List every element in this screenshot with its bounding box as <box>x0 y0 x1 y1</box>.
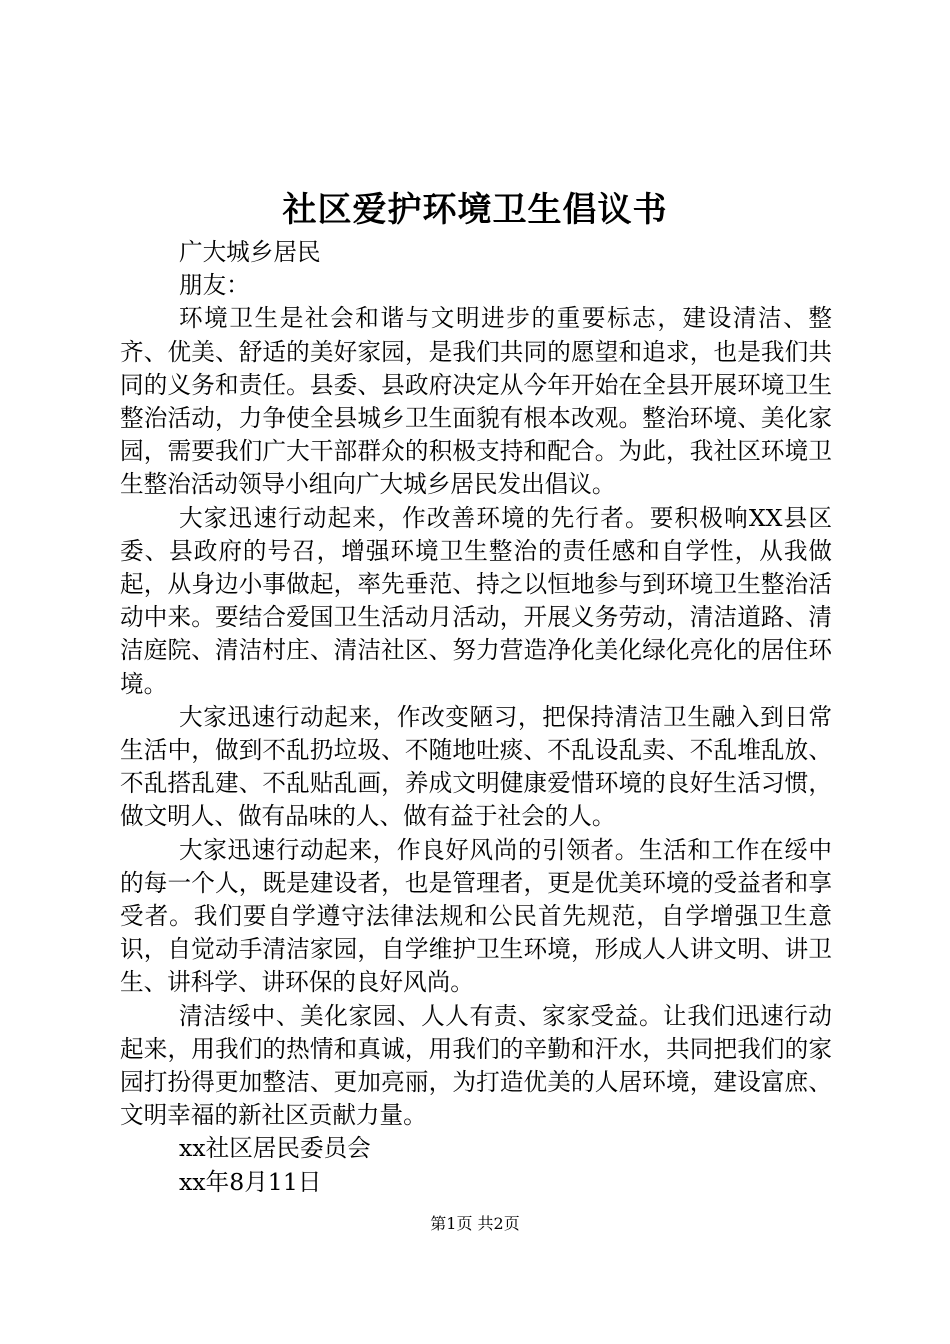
salutation-line-2: 朋友： <box>179 271 250 300</box>
paragraph-action-3: 大家迅速行动起来，作良好风尚的引领者。生活和工作在绥中的每一个人，既是建设者，也是管理者，更是优美环境的受益者和享受者。我们要自学遵守法律法规和公民首先规范，自学增强卫生意识，自觉动手清洁家园，自学维护卫生环境，形成人人讲文明、讲卫生、讲科学、讲环保的良好风尚。 <box>120 835 832 997</box>
paragraph-action-1: 大家迅速行动起来，作改善环境的先行者。要积极响XX县区委、县政府的号召，增强环境卫生整治的责任感和自学性，从我做起，从身边小事做起，率先垂范、持之以恒地参与到环境卫生整治活动中来。要结合爱国卫生活动月活动，开展义务劳动，清洁道路、清洁庭院、清洁村庄、清洁社区、努力营造净化美化绿化亮化的居住环境。 <box>120 503 832 698</box>
paragraph-closing: 清洁绥中、美化家园、人人有责、家家受益。让我们迅速行动起来，用我们的热情和真诚，用我们的辛勤和汗水，共同把我们的家园打扮得更加整洁、更加亮丽，为打造优美的人居环境，建设富庶、文明幸福的新社区贡献力量。 <box>120 1001 832 1130</box>
document-title: 社区爱护环境卫生倡议书 <box>282 190 668 230</box>
document-date: xx年8月11日 <box>179 1167 322 1196</box>
paragraph-action-2: 大家迅速行动起来，作改变陋习，把保持清洁卫生融入到日常生活中，做到不乱扔垃圾、不随地吐痰、不乱设乱卖、不乱堆乱放、不乱搭乱建、不乱贴乱画，养成文明健康爱惜环境的良好生活习惯，做文明人、做有品味的人、做有益于社会的人。 <box>120 702 832 831</box>
paragraph-intro: 环境卫生是社会和谐与文明进步的重要标志，建设清洁、整齐、优美、舒适的美好家园，是我们共同的愿望和追求，也是我们共同的义务和责任。县委、县政府决定从今年开始在全县开展环境卫生整治活动，力争使全县城乡卫生面貌有根本改观。整治环境、美化家园，需要我们广大干部群众的积极支持和配合。为此，我社区环境卫生整治活动领导小组向广大城乡居民发出倡议。 <box>120 304 832 499</box>
salutation-line-1: 广大城乡居民 <box>179 238 321 266</box>
page-footer: 第1页 共2页 <box>430 1214 520 1233</box>
signature: xx社区居民委员会 <box>179 1134 371 1163</box>
document-body <box>120 236 832 1199</box>
